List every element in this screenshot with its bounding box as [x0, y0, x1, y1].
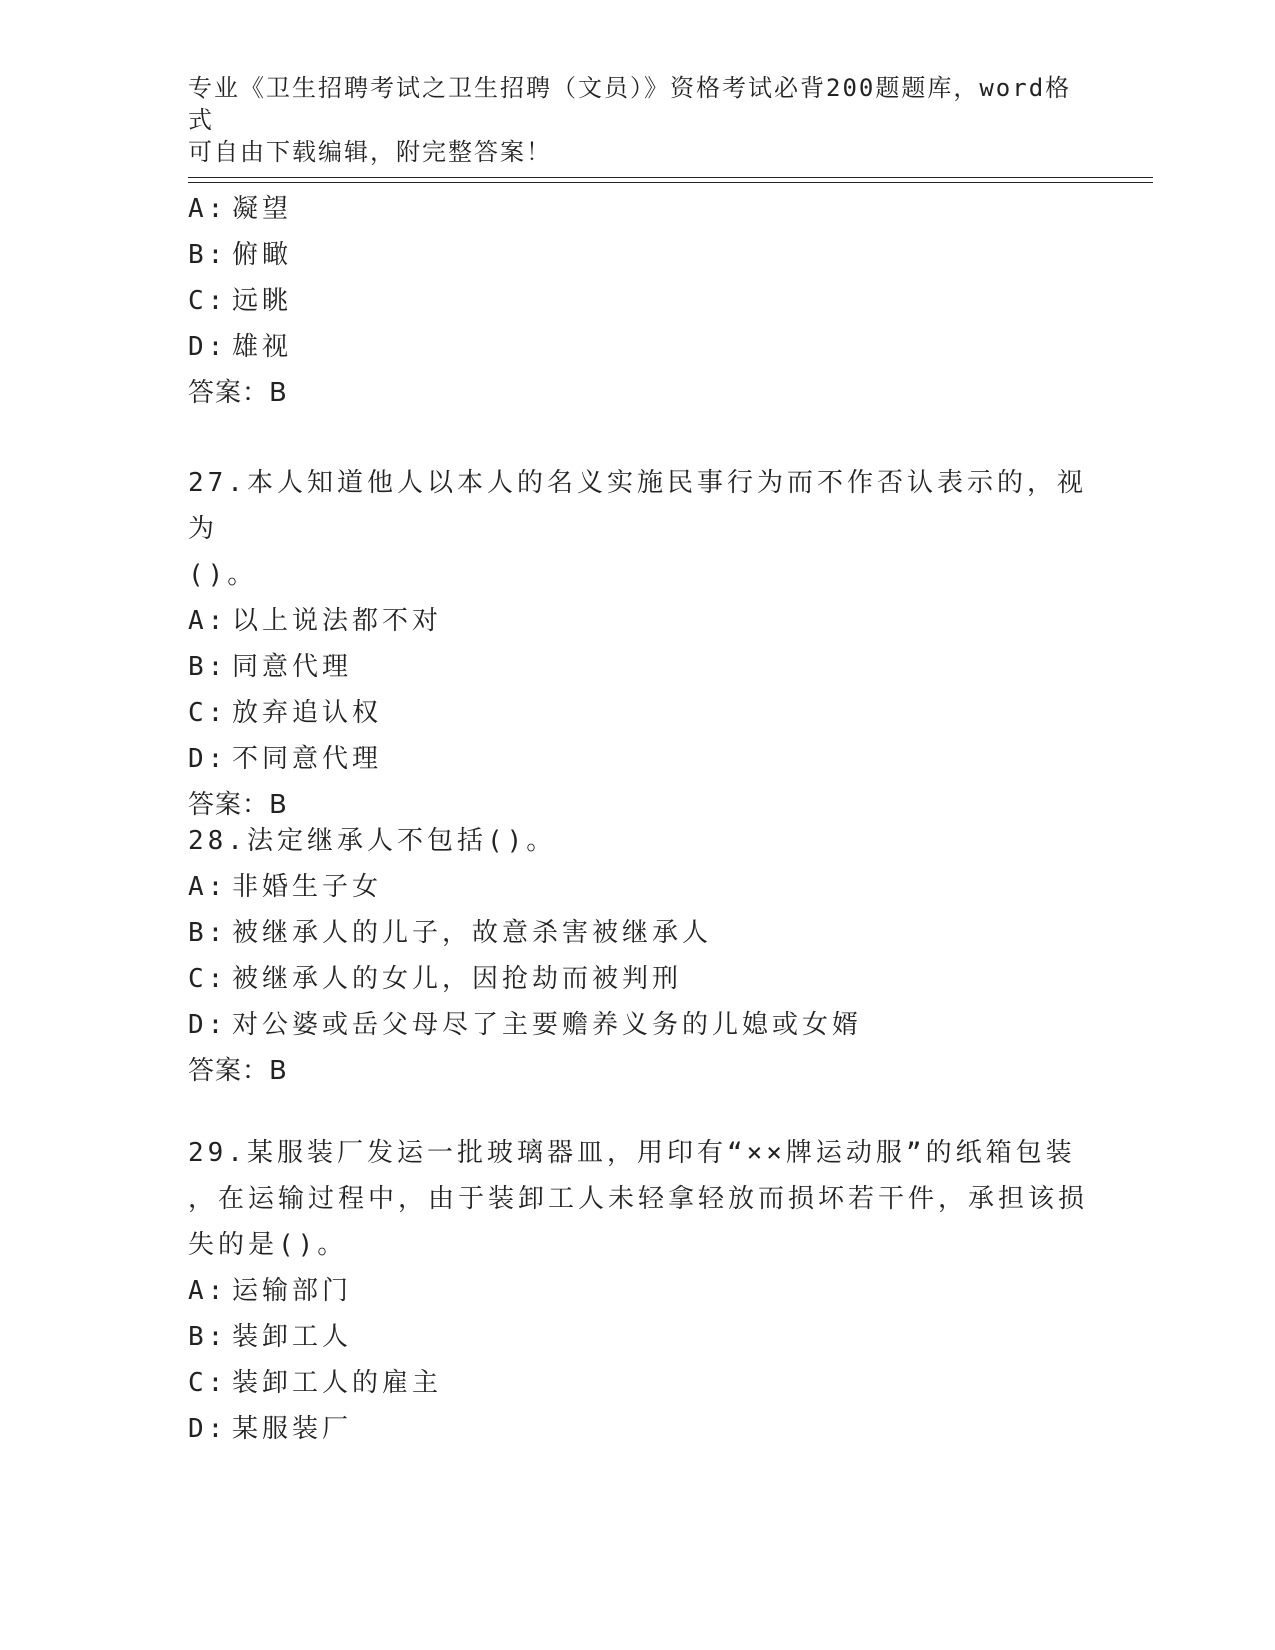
- option-letter: B:: [188, 652, 228, 682]
- option-text: 凝望: [232, 194, 293, 224]
- option-letter: A:: [188, 1276, 228, 1306]
- header-line-2: 可自由下载编辑，附完整答案！: [188, 138, 552, 166]
- option-text: 运输部门: [232, 1276, 353, 1306]
- stem-line: 失的是()。: [188, 1230, 348, 1260]
- option-text: 对公婆或岳父母尽了主要赡养义务的儿媳或女婿: [232, 1010, 863, 1040]
- question-stem: [188, 818, 1088, 864]
- answer-line: 答案：B: [188, 1056, 288, 1086]
- question-29: [188, 1130, 1088, 1452]
- option-letter: C:: [188, 286, 228, 316]
- option-text: 装卸工人的雇主: [232, 1368, 443, 1398]
- option-letter: D:: [188, 1010, 228, 1040]
- answer-line: 答案：B: [188, 378, 288, 408]
- option-text: 不同意代理: [232, 744, 383, 774]
- stem-line: 29.某服装厂发运一批玻璃器皿，用印有“××牌运动服”的纸箱包装: [188, 1138, 1076, 1168]
- answer-line: 答案：B: [188, 790, 288, 820]
- option-text: 以上说法都不对: [232, 606, 443, 636]
- option-letter: B:: [188, 918, 228, 948]
- question-stem: [188, 460, 1088, 598]
- option-b: [188, 644, 1088, 690]
- option-letter: A:: [188, 872, 228, 902]
- option-text: 被继承人的儿子，故意杀害被继承人: [232, 918, 713, 948]
- option-letter: C:: [188, 698, 228, 728]
- option-letter: C:: [188, 1368, 228, 1398]
- option-b: [188, 910, 1088, 956]
- question-26: [188, 186, 292, 416]
- header-line-1: 专业《卫生招聘考试之卫生招聘（文员）》资格考试必背200题题库，word格式: [188, 74, 1072, 134]
- option-text: 非婚生子女: [232, 872, 383, 902]
- option-letter: D:: [188, 1414, 228, 1444]
- option-a: [188, 1268, 1088, 1314]
- option-c: [188, 278, 292, 324]
- stem-line: 28.法定继承人不包括()。: [188, 826, 557, 856]
- option-letter: C:: [188, 964, 228, 994]
- option-c: [188, 956, 1088, 1002]
- option-letter: D:: [188, 744, 228, 774]
- stem-line: ，在运输过程中，由于装卸工人未轻拿轻放而损坏若干件，承担该损: [188, 1184, 1089, 1214]
- option-letter: B:: [188, 1322, 228, 1352]
- question-28: [188, 818, 1088, 1094]
- option-text: 装卸工人: [232, 1322, 353, 1352]
- option-letter: D:: [188, 332, 228, 362]
- option-text: 同意代理: [232, 652, 353, 682]
- option-d: [188, 324, 292, 370]
- option-a: [188, 598, 1088, 644]
- option-d: [188, 1002, 1088, 1048]
- option-b: [188, 232, 292, 278]
- option-letter: A:: [188, 606, 228, 636]
- option-letter: B:: [188, 240, 228, 270]
- option-d: [188, 736, 1088, 782]
- option-letter: A:: [188, 194, 228, 224]
- question-stem: [188, 1130, 1088, 1268]
- option-c: [188, 1360, 1088, 1406]
- stem-line: ()。: [188, 560, 258, 590]
- option-b: [188, 1314, 1088, 1360]
- option-a: [188, 864, 1088, 910]
- option-c: [188, 690, 1088, 736]
- header-divider-bottom: [188, 182, 1153, 183]
- option-a: [188, 186, 292, 232]
- document-header: [188, 72, 1078, 168]
- option-d: [188, 1406, 1088, 1452]
- option-text: 俯瞰: [232, 240, 293, 270]
- option-text: 远眺: [232, 286, 293, 316]
- option-text: 被继承人的女儿，因抢劫而被判刑: [232, 964, 683, 994]
- option-text: 放弃追认权: [232, 698, 383, 728]
- stem-line: 27.本人知道他人以本人的名义实施民事行为而不作否认表示的，视为: [188, 468, 1087, 544]
- header-divider-top: [188, 177, 1153, 178]
- question-27: [188, 460, 1088, 828]
- option-text: 雄视: [232, 332, 293, 362]
- option-text: 某服装厂: [232, 1414, 353, 1444]
